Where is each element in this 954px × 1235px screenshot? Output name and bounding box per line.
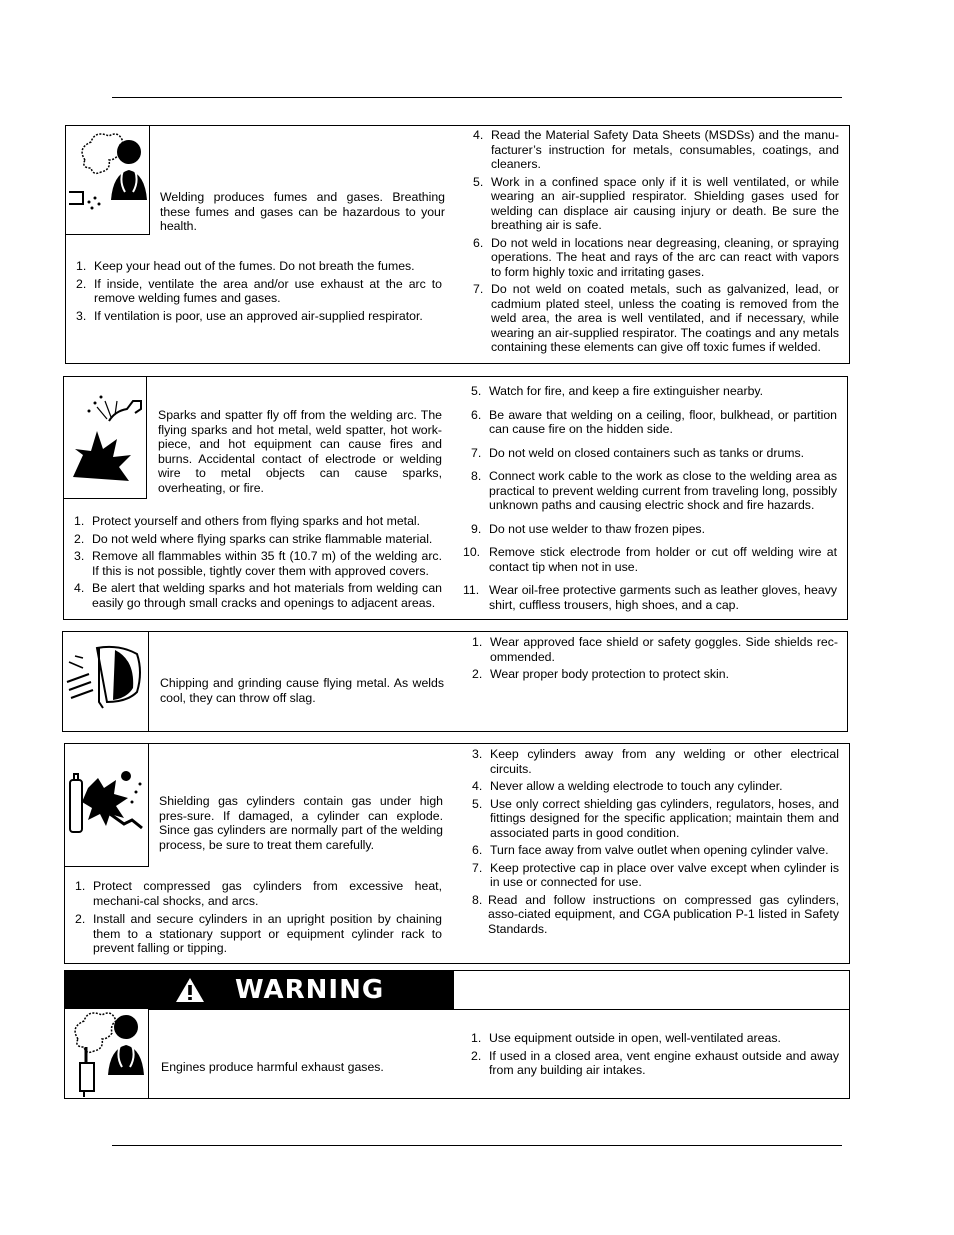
list-item: 2. If inside, ventilate the area and/or use exhaust at the arc to remove welding fumes and gases.: [76, 276, 442, 305]
chipping-intro: Chipping and grinding cause flying metal. As welds cool, they can throw off slag.: [160, 676, 444, 705]
list-item: 2. Install and secure cylinders in an upright position by chaining them to a stationary support or equipment cylinder rack to prevent falling or tipping.: [75, 912, 442, 955]
engine-exhaust-icon: [66, 1009, 148, 1097]
list-item: 5. Watch for fire, and keep a fire extinguisher nearby.: [471, 384, 764, 398]
engine-icon-cell: [64, 1009, 149, 1099]
fumes-intro: Welding produces fumes and gases. Breathing these fumes and gases can be hazardous to your health.: [160, 190, 445, 233]
top-rule: [112, 97, 842, 98]
list-item: 2. If used in a closed area, vent engine exhaust outside and away from any building air intakes.: [471, 1048, 839, 1077]
list-item: 1. Protect yourself and others from flying sparks and hot metal.: [74, 514, 421, 528]
bottom-rule: [112, 1145, 842, 1146]
cylinders-intro: Shielding gas cylinders contain gas under high pres-sure. If damaged, a cylinder can explode. Since gas cylinders are normally part of the welding process, be sure to treat them carefully.: [159, 794, 443, 852]
fire-explosion-icon: [65, 391, 147, 491]
sparks-icon-cell: [63, 376, 147, 499]
list-item: 7. Keep protective cap in place over valve except when cylinder is in use or connected for use.: [472, 860, 839, 889]
list-item: 4. Be alert that welding sparks and hot materials from welding can easily go through small cracks and openings to adjacent areas.: [74, 581, 442, 610]
cylinders-icon-cell: [64, 743, 149, 867]
list-item: 3. Keep cylinders away from any welding or other electrical circuits.: [472, 747, 839, 776]
list-item: 2. Wear proper body protection to protect skin.: [472, 667, 730, 681]
cylinders-left-list: [75, 879, 442, 956]
list-item: 4. Read the Material Safety Data Sheets (MSDSs) and the manu-facturer’s instruction for metals, consumables, coatings, and cleaners.: [473, 128, 839, 171]
list-item: 1. Keep your head out of the fumes. Do not breath the fumes.: [76, 259, 415, 273]
list-item: 2. Do not weld where flying sparks can strike flammable material.: [74, 531, 433, 546]
list-item: 5. Use only correct shielding gas cylinders, regulators, hoses, and fittings designed for the specific application; maintain them and associated parts in good condition.: [472, 796, 839, 840]
list-item: 11. Wear oil-free protective garments such as leather gloves, heavy shirt, cuffless trousers, high shoes, and a cap.: [463, 583, 837, 612]
cylinder-explosion-icon: [66, 758, 148, 858]
list-item: 10. Remove stick electrode from holder or cut off welding wire at contact tip when not in use.: [463, 545, 837, 574]
list-item: 8. Connect work cable to the work as close to the welding area as practical to prevent welding current from traveling long, possibly unknown paths and causing electric shock and fire hazards.: [471, 469, 837, 512]
cylinders-right-list: [472, 747, 839, 936]
fumes-left-list: [76, 259, 442, 323]
engine-section: [64, 970, 850, 1099]
list-item: 9. Do not use welder to thaw frozen pipes.: [471, 521, 706, 536]
fumes-right-list: [473, 128, 839, 355]
warning-header: [65, 971, 454, 1009]
sparks-left-list: [74, 514, 442, 610]
list-item: 1. Wear approved face shield or safety goggles. Side shields rec-ommended.: [472, 635, 838, 664]
list-item: 4. Never allow a welding electrode to touch any cylinder.: [472, 779, 783, 793]
chipping-right-list: [472, 635, 838, 682]
list-item: 8. Read and follow instructions on compressed gas cylinders, asso-ciated equipment, and CGA publication P-1 listed in Safety Standards.: [472, 892, 839, 936]
engine-right-list: [471, 1031, 839, 1078]
list-item: 6. Be aware that welding on a ceiling, floor, bulkhead, or partition can cause fire on the hidden side.: [471, 407, 837, 436]
cylinders-section: [64, 743, 850, 964]
chipping-icon-cell: [62, 631, 149, 732]
sparks-right-list: [463, 384, 837, 612]
warning-title: WARNING: [235, 975, 385, 1005]
warning-divider: [65, 1009, 849, 1010]
list-item: 5. Work in a confined space only if it is well ventilated, or while wearing an air-supplied respirator. Shielding gases used for welding can displace air causing injury or death. Be sure the breathing air is safe.: [473, 174, 839, 232]
sparks-intro: Sparks and spatter fly off from the welding arc. The flying sparks and hot metal, weld spatter, hot work-piece, and hot equipment can cause fires and burns. Accidental contact of electrode or welding wire to metal objects can cause sparks, overheating, or fire.: [158, 408, 442, 495]
list-item: 3. Remove all flammables within 35 ft (10.7 m) of the welding arc. If this is not possible, tightly cover them with approved covers.: [74, 549, 442, 578]
warning-triangle-icon: [175, 977, 205, 1003]
chipping-section: [62, 631, 848, 732]
face-shield-flying-metal-icon: [65, 642, 147, 722]
fumes-icon-cell: [65, 125, 150, 235]
sparks-section: [63, 376, 848, 620]
list-item: 6. Turn face away from valve outlet when opening cylinder valve.: [472, 843, 829, 857]
list-item: 1. Use equipment outside in open, well-ventilated areas.: [471, 1031, 781, 1045]
engine-intro: Engines produce harmful exhaust gases.: [161, 1060, 384, 1074]
list-item: 7. Do not weld on closed containers such as tanks or drums.: [471, 445, 805, 460]
list-item: 7. Do not weld on coated metals, such as galvanized, lead, or cadmium plated steel, unless the coating is removed from the weld area, the area is well ventilated, and if necessary, while wearing an air-supplied respirator. The coatings and any metals containing these elements can give off toxic fumes if welded.: [473, 282, 839, 354]
fumes-section: [65, 125, 850, 364]
fumes-breathing-icon: [67, 130, 149, 230]
list-item: 6. Do not weld in locations near degreasing, cleaning, or spraying operations. The heat and rays of the arc can react with vapors to form highly toxic and irritating gases.: [473, 235, 839, 279]
list-item: 3. If ventilation is poor, use an approved air-supplied respirator.: [76, 308, 423, 323]
list-item: 1. Protect compressed gas cylinders from excessive heat, mechani-cal shocks, and arcs.: [75, 879, 442, 908]
